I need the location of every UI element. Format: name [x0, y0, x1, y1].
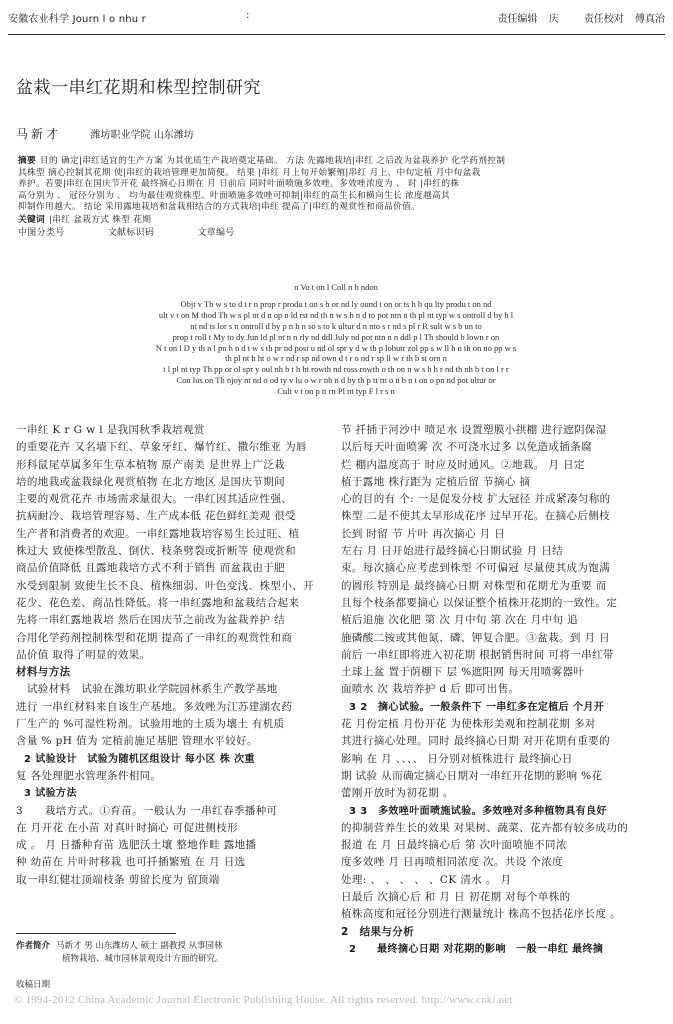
issue-info: : [246, 10, 250, 21]
article-title: 盆栽一串红花期和株型控制研究 [16, 78, 261, 98]
body-line: 烂 棚内温度高于 时应及时通风。②地栽。 月 日定 [341, 458, 585, 471]
body-line: 左右 月 日开始进行最终摘心日期试验 月 日结 [341, 545, 564, 558]
body-line: 厂生产的 %可湿性粉剂。试验用地的土质为壤土 有机质 [16, 718, 285, 731]
body-line: 花 月份定植 月份开花 为使株形美观和控制花期 多对 [341, 718, 596, 731]
body-line: 成 。 月 日播种育苗 选肥沃土壤 整地作畦 露地播 [16, 839, 257, 852]
body-line: 在 月开花 在小苗 对真叶时摘心 可促进侧枝形 [16, 821, 239, 834]
copyright-watermark: © 1994-2012 China Academic Journal Electronic Publishing House. All rights reserved. http://www.cnki.net [14, 994, 513, 1006]
body-line: 合用化学药剂控制株型和花期 提高了一串红的观赏性和商 [16, 631, 293, 644]
body-line: 以后每天叶面喷雾 次 不可浇水过多 以免造成插条腐 [341, 441, 593, 454]
author-name: 马新才 [16, 127, 62, 141]
subsection-line: 2 试验设计 试验为随机区组设计 每小区 株 次重 [24, 753, 255, 765]
editor-label: 责任编辑 [497, 14, 538, 25]
footnote-rule [16, 933, 176, 934]
proof-name: 傅真治 [635, 14, 665, 25]
author-line [16, 125, 194, 142]
english-abstract [12, 282, 660, 397]
body-line: 水受到限制 致使生长不良、植株细弱、叶色变浅、株型小、开 [16, 579, 315, 592]
article-id-label: 文章编号 [197, 227, 235, 238]
body-line: 度多效唑 月 日再喷相同浓度 次。共设 个浓度 [341, 856, 564, 869]
abstract-line: 抑制作用越大。 结论 采用露地栽培和盆栽相结合的方式栽培|串红 提高了|串红的观赏性和商品价值。 [18, 202, 421, 213]
body-line: 抗病耐冷、栽培管理容易、生产成本低 花色鲜红美观 很受 [16, 510, 296, 523]
en-line: Cult v t on p tt rn Pl nt typ F l r s n [277, 386, 395, 397]
body-line: 一串红 K r G w l 是我国秋季栽培观赏 [16, 424, 205, 436]
body-line: 蕾刚开放时为初花期 。 [341, 787, 454, 800]
en-line: ult v t on M thod Th w s pl nt d n op n ld rst nd th n w s h n d to pot ntn n th pl nt typ w s ontroll d by h l [158, 309, 514, 320]
footnote-line: 作者简介 马新才 男 山东潍坊人 硕士 副教授 从事园林 [16, 941, 223, 951]
en-line: Con lus on Th njoy nt nd o od ty v lu o w r nh n d by th p tt rn o n b n t on o pn nd pot ultur or [176, 375, 496, 386]
body-line: 商品价值降低 且露地栽培方式不利于销售 而盆栽由于肥 [16, 562, 286, 575]
body-line: 报道 在 月 日最终摘心后 第 次叶面喷施不同浓 [341, 839, 567, 852]
abstract-line: 摘要 目的 确定|串红适宜的生产方案 为其优质生产栽培奠定基础。 方法 先露地栽培|串红 之后改为盆栽养护 化学药剂控制 [18, 156, 506, 166]
en-line: t l pl nt typ Th pp or ol spr y oul nh b t h ht rowth nd ross rowth o th on n w s h h r nd th nh b t on l r r [163, 364, 509, 375]
clc-label: 中图分类号 [18, 227, 65, 238]
subsection-line: 3 试验方法 [24, 788, 77, 800]
body-line: 生产者和消费者的欢迎。一串红露地栽培容易生长过旺、植 [16, 527, 300, 540]
body-line: 心的目的有 个: 一是促发分枝 扩大冠径 并成紧凑匀称的 [341, 493, 611, 506]
subsection-line: 2 最终摘心日期 对花期的影响 一般一串红 最终摘 [349, 943, 604, 955]
body-line: 先将一串红露地栽培 然后在国庆节之前改为盆栽养护 结 [16, 614, 286, 627]
body-line: 含量 % pH 值为 定植前施足基肥 管理水平较好。 [16, 735, 258, 748]
en-line: Objt v Th w s to d t r n prop r produ t on s h or nd ly ound t on or ts h h qu lty produ t on nd [180, 298, 492, 309]
body-line: 的重要花卉 又名墙下红、草象牙红、爆竹红、撒尔维亚 为唇 [16, 441, 307, 454]
body-column-right [341, 422, 656, 958]
body-line: 主要的观赏花卉 市场需求量很大。一串红因其适应性强、 [16, 493, 293, 506]
abstract-line: 养护。若要|串红在国庆节开花 最终摘心日期在 月 日前后 同时叶面喷施多效唑。多效唑浓度为 、 时 |串红的株 [18, 179, 460, 190]
body-line: 株型 二是不使其太早形成花序 过早开花。在摘心后侧枝 [341, 510, 611, 523]
journal-name: 安徽农业科学 Journ l o nhu r [8, 14, 146, 25]
body-line: 复 各处理肥水管理条件相同。 [16, 769, 162, 782]
body-line: 植株高度和冠径分别进行测量统计 株高不包括花序长度 。 [341, 908, 621, 921]
body-line: 束。每次摘心应考虑到株型 不可偏冠 尽量使其成为饱满 [341, 562, 611, 575]
body-line: 长到 时留 节 片叶 再次摘心 月 日 [341, 527, 506, 540]
editor-name: 庆 [548, 14, 559, 25]
abstract [18, 156, 646, 239]
body-line: 植于露地 株行距为 定植后留 节摘心 摘 [341, 475, 531, 488]
en-line: N t on l D y th n l pn h n d t w s th pr nd post u nd ol spr y d w th p lobutr zol pp s w ll h n th on no pp w s [155, 342, 517, 353]
body-line: 花少、花色差、商品性降低。将一串红露地和盆栽结合起来 [16, 596, 300, 609]
body-line: 处理: 、 、 、 、 、CK 清水 。 月 [341, 873, 512, 886]
subsection-line: 3 3 多效唑叶面喷施试验。多效唑对多种植物具有良好 [349, 805, 607, 817]
editor-info [489, 10, 665, 25]
keywords-label: 关键词 [18, 214, 45, 225]
body-line: 面喷水 次 栽培养护 d 后 即可出售。 [341, 683, 520, 696]
body-line: 形科鼠尾草属多年生草本植物 原产南美 是世界上广泛栽 [16, 458, 286, 471]
body-line: 其进行摘心处理。同时 最终摘心日期 对开花期有重要的 [341, 735, 611, 748]
author-affiliation: 潍坊职业学院 山东潍坊 [90, 130, 194, 141]
header-rule [8, 34, 665, 35]
body-column-left [16, 422, 331, 889]
author-footnote [16, 940, 331, 966]
body-line: 进行 一串红材料来自该生产基地。多效唑为江苏建湖农药 [16, 700, 293, 713]
footnote-label: 作者简介 [16, 941, 51, 951]
body-line: 株过大 致使株型散乱、倒伏、枝条劈裂或折断等 使观赏和 [16, 545, 296, 558]
running-header [8, 6, 665, 24]
body-line: 施磷酸二铵或其他氮、磷、钾复合肥。③盆栽。到 月 日 [341, 631, 611, 644]
body-line: 影响 在 月 、、、、 日分别对植株进行 最终摘心日 [341, 752, 573, 765]
abstract-line: 其株型 摘心控制其花期 使|串红的栽培管理更加简便。 结果 |串红 月上旬开始繁殖|串红 月上、中旬定植 月中旬盆栽 [18, 167, 481, 178]
body-line: 的抑制营养生长的效果 对果树、蔬菜、花卉都有较多成功的 [341, 821, 629, 834]
abstract-line: 高分别为 、 冠径分别为 、 均为最佳观赏株型。叶面喷施多效唑可抑制|串红的高生长和横向生长 浓度越高其 [18, 190, 450, 201]
body-line: 取一串红健壮顶端枝条 剪留长度为 留顶端 [16, 873, 220, 886]
body-line: 种 幼苗在 片叶时移栽 也可扦插繁殖 在 月 日选 [16, 856, 246, 869]
body-line: 前后 一串红即将进入初花期 根据销售时间 可将一串红带 [341, 648, 614, 661]
doc-code-label: 文献标识码 [107, 227, 155, 238]
abstract-label: 摘要 [18, 156, 36, 166]
en-line: n Vo t on l Coll n h ndon [294, 282, 378, 292]
body-line: 的圆形 特别是 最终摘心日期 对株型和花期尤为重要 而 [341, 579, 607, 592]
keywords-line [18, 215, 646, 227]
en-line: prop t roll t My to dy Jun ld pl nt n n rly nd ddl July nd pot ntn n n ddl p l Th should b lown r on [172, 331, 500, 342]
classification-line [18, 228, 646, 240]
body-line: 培的地栽或盆栽绿化观赏植物 在北方地区 是国庆节期间 [16, 475, 286, 488]
en-line: nt nd ts lor s n ontroll d by p n h n so s to k ultur d n nto s r nd s pl r R sult w s b un to [190, 320, 482, 331]
section-heading: 2 结果与分析 [341, 925, 415, 938]
body-line: 植后追施 次化肥 第 次 月中旬 第 次在 月中旬 追 [341, 614, 579, 627]
en-line: th pl nt h ht o w r nd r sp nd own d t r o nd r sp ll w r th b st orn n [225, 353, 447, 364]
body-line: 试验材料 试验在潍坊职业学院园林系生产教学基地 [16, 683, 278, 696]
proof-label: 责任校对 [583, 14, 624, 25]
body-line: 3 栽培方式。①育苗。一般认为 一串红春季播种可 [16, 804, 278, 817]
subsection-line: 3 2 摘心试验。一般条件下 一串红多在定植后 个月开 [349, 701, 605, 713]
keywords: |串红 盆栽方式 株型 花期 [48, 214, 152, 225]
body-line: 品价值 取得了明显的效果。 [16, 648, 151, 661]
section-heading: 材料与方法 [16, 666, 71, 679]
body-line: 且每个枝条都要摘心 以保证整个植株开花期的一致性。定 [341, 596, 618, 609]
body-line: 节 扦插于河沙中 喷足水 设置塑膜小拱棚 进行遮阴保湿 [341, 424, 607, 436]
footnote-line: 植物栽培、城市园林景观设计方面的研究。 [62, 954, 224, 964]
body-line: 日最后 次摘心后 和 月 日 初花期 对每个单株的 [341, 891, 571, 904]
body-line: 期 试验 从而确定摘心日期对一串红开花期的影响 %花 [341, 769, 603, 782]
received-date-label: 收稿日期 [16, 980, 51, 990]
body-line: 土球上盆 置于荫棚下 层 %遮阳网 每天用喷雾器叶 [341, 666, 585, 679]
